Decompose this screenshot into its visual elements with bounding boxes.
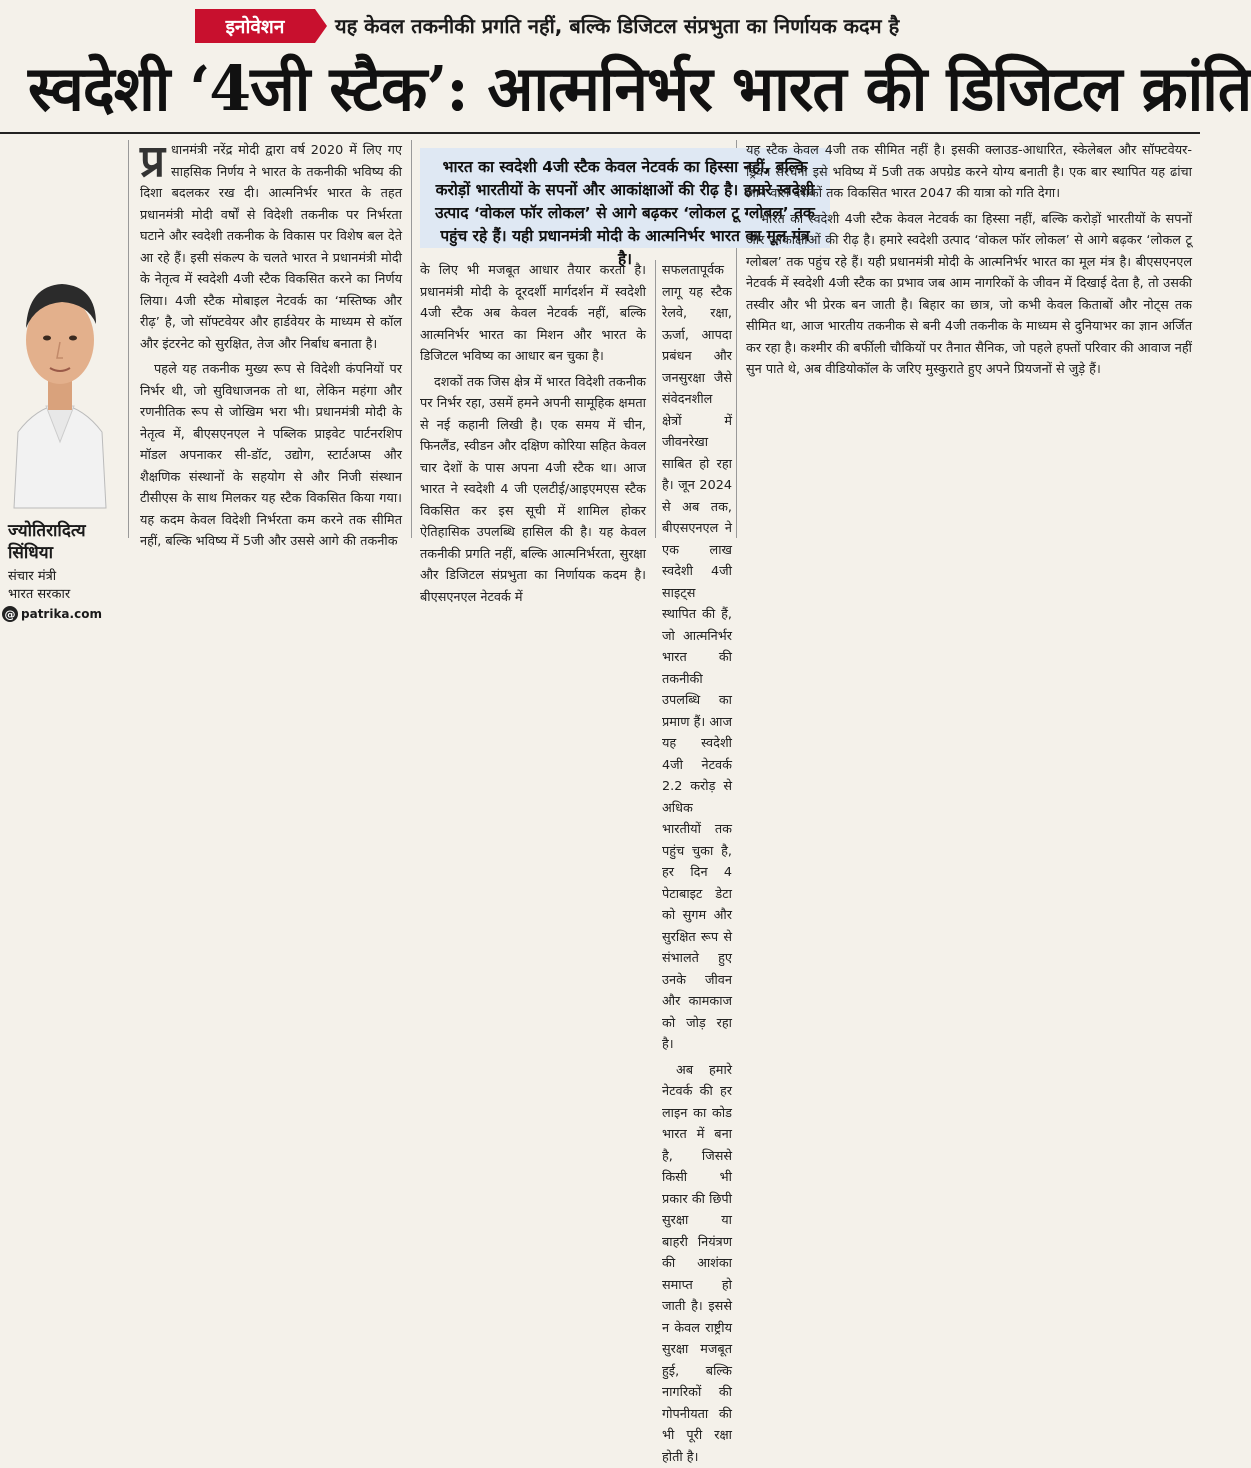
article-column-3-text — [662, 260, 732, 538]
author-org: भारत सरकार — [8, 586, 70, 604]
article-column-1 — [140, 140, 402, 538]
article-column-2 — [420, 260, 646, 538]
col2-para-1: के लिए भी मजबूत आधार तैयार करता है। प्रधानमंत्री मोदी के दूरदर्शी मार्गदर्शन में स्वदेशी 4जी स्टैक अब केवल नेटवर्क नहीं, बल्कि आत्मनिर्भर भारत का मिशन और भारत के डिजिटल भविष्य का आधार बन चुका है। — [420, 260, 646, 368]
col1-para-1-text: धानमंत्री नरेंद्र मोदी द्वारा वर्ष 2020 में लिए गए साहसिक निर्णय ने भारत के तकनीकी भविष्य की दिशा बदलकर रख दी। आत्मनिर्भर भारत के तहत प्रधानमंत्री मोदी वर्षों से विदेशी तकनीक पर निर्भरता घटाने और स्वदेशी तकनीक के विकास पर विशेष बल देते आ रहे हैं। इसी संकल्प के चलते भारत ने प्रधानमंत्री मोदी के नेतृत्व में स्वदेशी 4जी स्टैक विकसित करने का निर्णय लिया। 4जी स्टैक मोबाइल नेटवर्क का ‘मस्तिष्क और रीढ़’ है, जो सॉफ्टवेयर और हार्डवेयर के माध्यम से कॉल और इंटरनेट को सुरक्षित, तेज और निर्बाध बनाता है। — [140, 143, 402, 352]
at-icon: @ — [2, 606, 18, 622]
author-role: संचार मंत्री — [8, 568, 56, 586]
column-divider — [411, 140, 412, 538]
column-divider — [128, 140, 129, 538]
article-column-4 — [746, 140, 1192, 538]
col2-para-2: दशकों तक जिस क्षेत्र में भारत विदेशी तकनीक पर निर्भर रहा, उसमें हमने अपनी सामूहिक क्षमता से नई कहानी लिखी है। एक समय में चीन, फिनलैंड, स्वीडन और दक्षिण कोरिया सहित केवल चार देशों के पास अपना 4जी स्टैक था। आज भारत ने स्वदेशी 4 जी एलटीई/आइएमएस स्टैक विकसित कर इस सूची में शामिल होकर ऐतिहासिक उपलब्धि हासिल की है। यह केवल तकनीकी प्रगति नहीं, बल्कि आत्मनिर्भरता, सुरक्षा और डिजिटल संप्रभुता का निर्णायक कदम है। बीएसएनएल नेटवर्क में — [420, 372, 646, 609]
header-band — [0, 0, 1200, 50]
site-handle-text: patrika.com — [21, 607, 102, 621]
author-name-line2: सिंधिया — [8, 542, 86, 564]
author-name — [8, 520, 86, 564]
drop-cap: प्र — [140, 142, 165, 182]
author-photo — [6, 210, 114, 508]
col1-para-1 — [140, 140, 402, 355]
col4-para-1: यह स्टैक केवल 4जी तक सीमित नहीं है। इसकी क्लाउड-आधारित, स्केलेबल और सॉफ्टवेयर-ड्रिवन संरचना इसे भविष्य में 5जी तक अपग्रेड करने योग्य बनाती है। एक बार स्थापित यह ढांचा आने वाले दशकों तक विकसित भारत 2047 की यात्रा को गति देगा। — [746, 140, 1192, 205]
col4-para-2: भारत का स्वदेशी 4जी स्टैक केवल नेटवर्क का हिस्सा नहीं, बल्कि करोड़ों भारतीयों के सपनों और आकांक्षाओं की रीढ़ है। हमारे स्वदेशी उत्पाद ‘वोकल फॉर लोकल’ से आगे बढ़कर ‘लोकल टू ग्लोबल’ तक पहुंच रहे हैं। यही प्रधानमंत्री मोदी के आत्मनिर्भर भारत का मूल मंत्र है। बीएसएनएल नेटवर्क में स्वदेशी 4जी स्टैक का प्रभाव जब आम नागरिकों के जीवन में दिखाई देता है, तो उसकी तस्वीर और भी प्रेरक बन जाती है। बिहार का छात्र, जो कभी केवल किताबों और नोट्स तक सीमित था, आज भारतीय तकनीक से बनी 4जी तकनीक के माध्यम से दुनियाभर का ज्ञान अर्जित कर रहा है। कश्मीर की बर्फीली चौकियों पर तैनात सैनिक, जो पहले हफ्तों परिवार की आवाज नहीं सुन पाते थे, अब वीडियोकॉल के जरिए मुस्कुराते हुए अपने प्रियजनों से जुड़े हैं। — [746, 209, 1192, 381]
deck-line: यह केवल तकनीकी प्रगति नहीं, बल्कि डिजिटल संप्रभुता का निर्णायक कदम है — [335, 12, 899, 39]
site-handle[interactable] — [2, 606, 102, 622]
author-name-line1: ज्योतिरादित्य — [8, 520, 86, 542]
author-sidebar — [0, 140, 120, 541]
pull-quote: भारत का स्वदेशी 4जी स्टैक केवल नेटवर्क का हिस्सा नहीं, बल्कि करोड़ों भारतीयों के सपनों और आकांक्षाओं की रीढ़ है। हमारे स्वदेशी उत्पाद ‘वोकल फॉर लोकल’ से आगे बढ़कर ‘लोकल टू ग्लोबल’ तक पहुंच रहे हैं। यही प्रधानमंत्री मोदी के आत्मनिर्भर भारत का मूल मंत्र है। — [420, 148, 830, 248]
headline-rule — [0, 132, 1200, 134]
col1-para-2: पहले यह तकनीक मुख्य रूप से विदेशी कंपनियों पर निर्भर थी, जो सुविधाजनक तो था, लेकिन महंगा और रणनीतिक रूप से जोखिम भरा भी। प्रधानमंत्री मोदी के नेतृत्व में, बीएसएनएल ने पब्लिक प्राइवेट पार्टनरशिप मॉडल अपनाकर सी-डॉट, उद्योग, स्टार्टअप्स और शैक्षणिक संस्थानों के सहयोग से और निजी संस्थान टीसीएस के साथ मिलकर यह स्टैक विकसित किया गया। यह कदम केवल विदेशी निर्भरता कम करने तक सीमित नहीं, बल्कि भविष्य में 5जी और उससे आगे की तकनीक — [140, 359, 402, 553]
col3-para-1: सफलतापूर्वक लागू यह स्टैक रेलवे, रक्षा, ऊर्जा, आपदा प्रबंधन और जनसुरक्षा जैसे संवेदनशील क्षेत्रों में जीवनरेखा साबित हो रहा है। जून 2024 से अब तक, बीएसएनएल ने एक लाख स्वदेशी 4जी साइट्स स्थापित की हैं, जो आत्मनिर्भर भारत की तकनीकी उपलब्धि का प्रमाण हैं। आज यह स्वदेशी 4जी नेटवर्क 2.2 करोड़ से अधिक भारतीयों तक पहुंच चुका है, हर दिन 4 पेटाबाइट डेटा को सुगम और सुरक्षित रूप से संभालते हुए उनके जीवन और कामकाज को जोड़ रहा है। — [662, 260, 732, 1056]
headline: स्वदेशी ‘4जी स्टैक’: आत्मनिर्भर भारत की डिजिटल क्रांति — [28, 58, 1144, 120]
section-kicker: इनोवेशन — [195, 9, 315, 43]
col3-para-2: अब हमारे नेटवर्क की हर लाइन का कोड भारत में बना है, जिससे किसी भी प्रकार की छिपी सुरक्षा या बाहरी नियंत्रण की आशंका समाप्त हो जाती है। इससे न केवल राष्ट्रीय सुरक्षा मजबूत हुई, बल्कि नागरिकों की गोपनीयता की भी पूरी रक्षा होती है। — [662, 1060, 732, 1468]
